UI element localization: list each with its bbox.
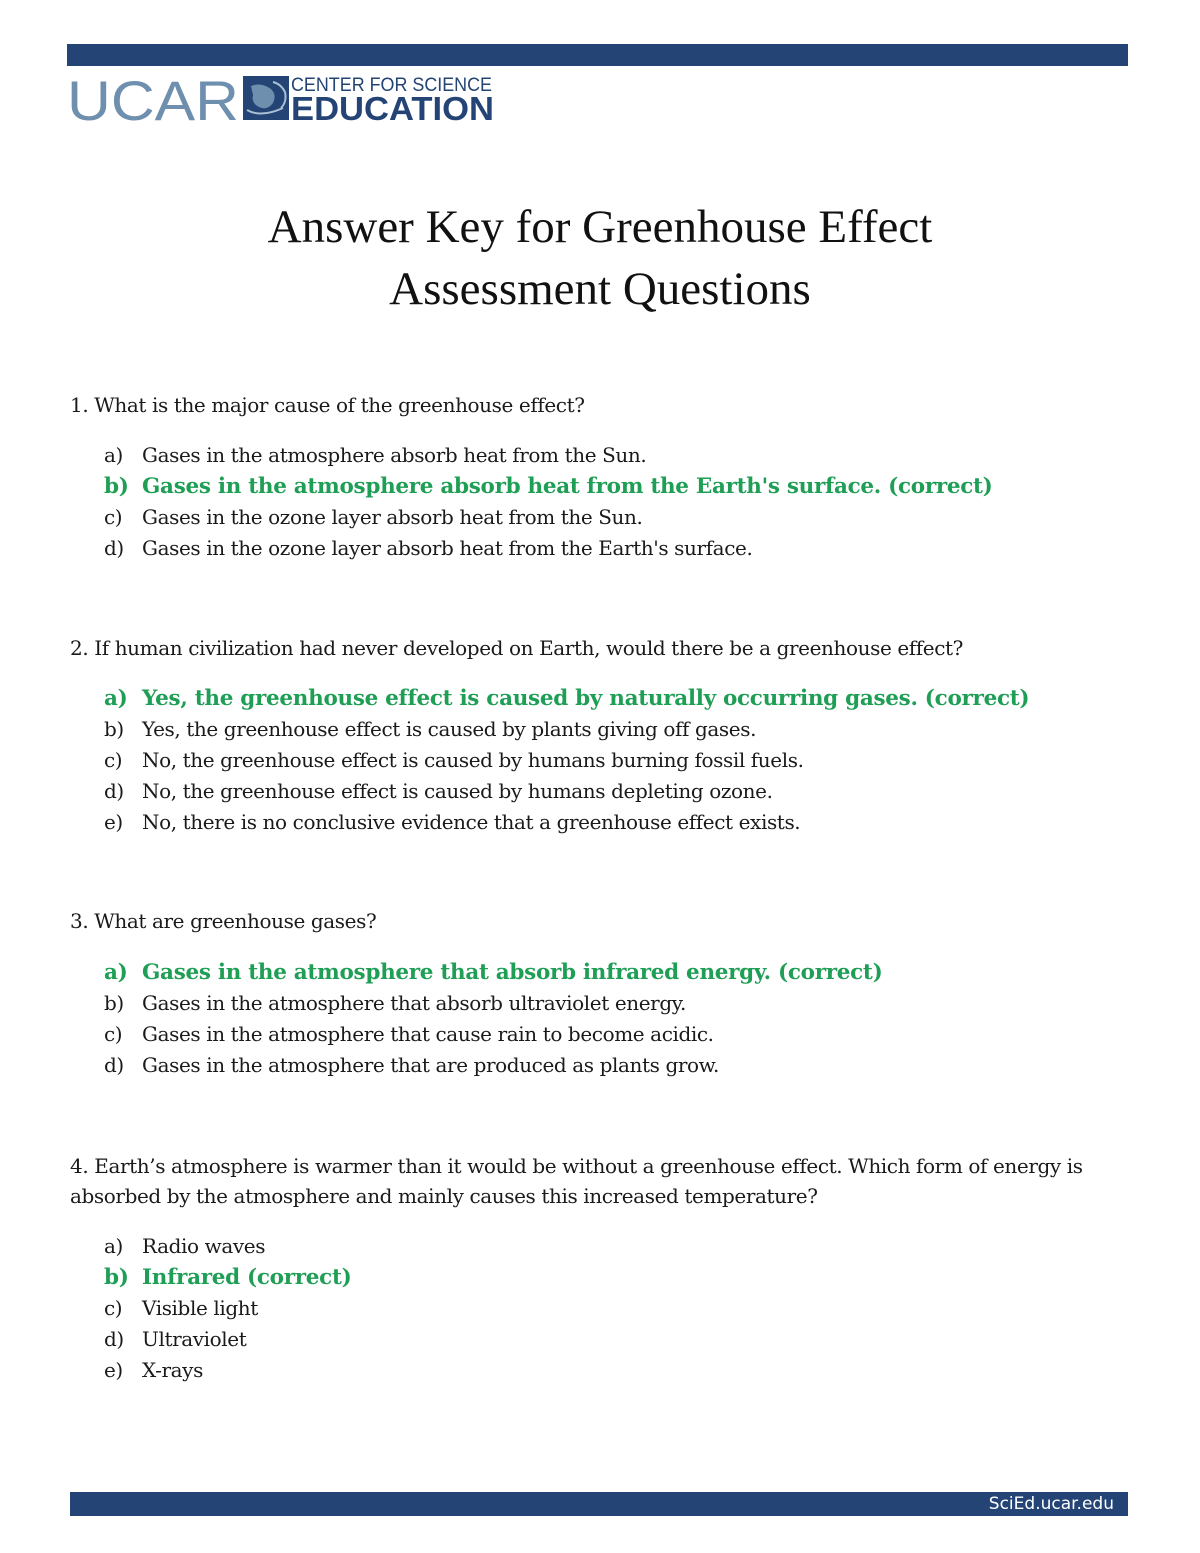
question-4: 4. Earth’s atmosphere is warmer than it would be without a greenhouse effect. Which form of energy is absorbed by the atmosphere and mainly causes this increased temperature?: [70, 1154, 1083, 1208]
ucar-logo: [67, 74, 497, 126]
question-3: 3. What are greenhouse gases?: [70, 909, 377, 933]
option-4d: d) Ultraviolet: [104, 1327, 247, 1351]
option-1d: d) Gases in the ozone layer absorb heat from the Earth's surface.: [104, 536, 753, 560]
option-4b-correct: b) Infrared (correct): [104, 1265, 352, 1290]
question-4-options: [104, 1231, 1124, 1386]
option-3a-correct: a) Gases in the atmosphere that absorb infrared energy. (correct): [104, 960, 883, 985]
logo-line1: CENTER FOR SCIENCE: [291, 75, 492, 96]
option-1b-correct: b) Gases in the atmosphere absorb heat from the Earth's surface. (correct): [104, 474, 993, 499]
question-2: 2. If human civilization had never developed on Earth, would there be a greenhouse effect?: [70, 636, 963, 660]
option-2a-correct: a) Yes, the greenhouse effect is caused by naturally occurring gases. (correct): [104, 686, 1030, 711]
question-2-options: [104, 683, 1124, 838]
title-line-2: Assessment Questions: [389, 263, 811, 315]
option-3b: b) Gases in the atmosphere that absorb ultraviolet energy.: [104, 991, 686, 1015]
option-4c: c) Visible light: [104, 1296, 258, 1320]
title-line-1: Answer Key for Greenhouse Effect: [267, 201, 933, 253]
option-3c: c) Gases in the atmosphere that cause rain to become acidic.: [104, 1022, 714, 1046]
page-title: [0, 196, 1200, 320]
option-2b: b) Yes, the greenhouse effect is caused by plants giving off gases.: [104, 717, 757, 741]
option-4a: a) Radio waves: [104, 1234, 266, 1258]
ucar-logo-graphic: [67, 74, 497, 126]
question-1-options: [104, 440, 1124, 564]
option-2d: d) No, the greenhouse effect is caused by humans depleting ozone.: [104, 779, 773, 803]
option-2c: c) No, the greenhouse effect is caused by humans burning fossil fuels.: [104, 748, 804, 772]
globe-icon: [243, 76, 289, 120]
footer-url: SciEd.ucar.edu: [988, 1494, 1114, 1514]
option-1a: a) Gases in the atmosphere absorb heat from the Sun.: [104, 443, 647, 467]
option-3d: d) Gases in the atmosphere that are produced as plants grow.: [104, 1053, 719, 1077]
option-2e: e) No, there is no conclusive evidence that a greenhouse effect exists.: [104, 810, 801, 834]
header-bar: [67, 44, 1128, 66]
logo-wordmark: UCAR: [67, 74, 239, 126]
question-1: 1. What is the major cause of the greenhouse effect?: [70, 393, 585, 417]
footer-bar: [70, 1492, 1128, 1516]
logo-line2: EDUCATION: [291, 90, 494, 126]
option-1c: c) Gases in the ozone layer absorb heat from the Sun.: [104, 505, 643, 529]
option-4e: e) X-rays: [104, 1358, 203, 1382]
question-3-options: [104, 957, 1124, 1081]
